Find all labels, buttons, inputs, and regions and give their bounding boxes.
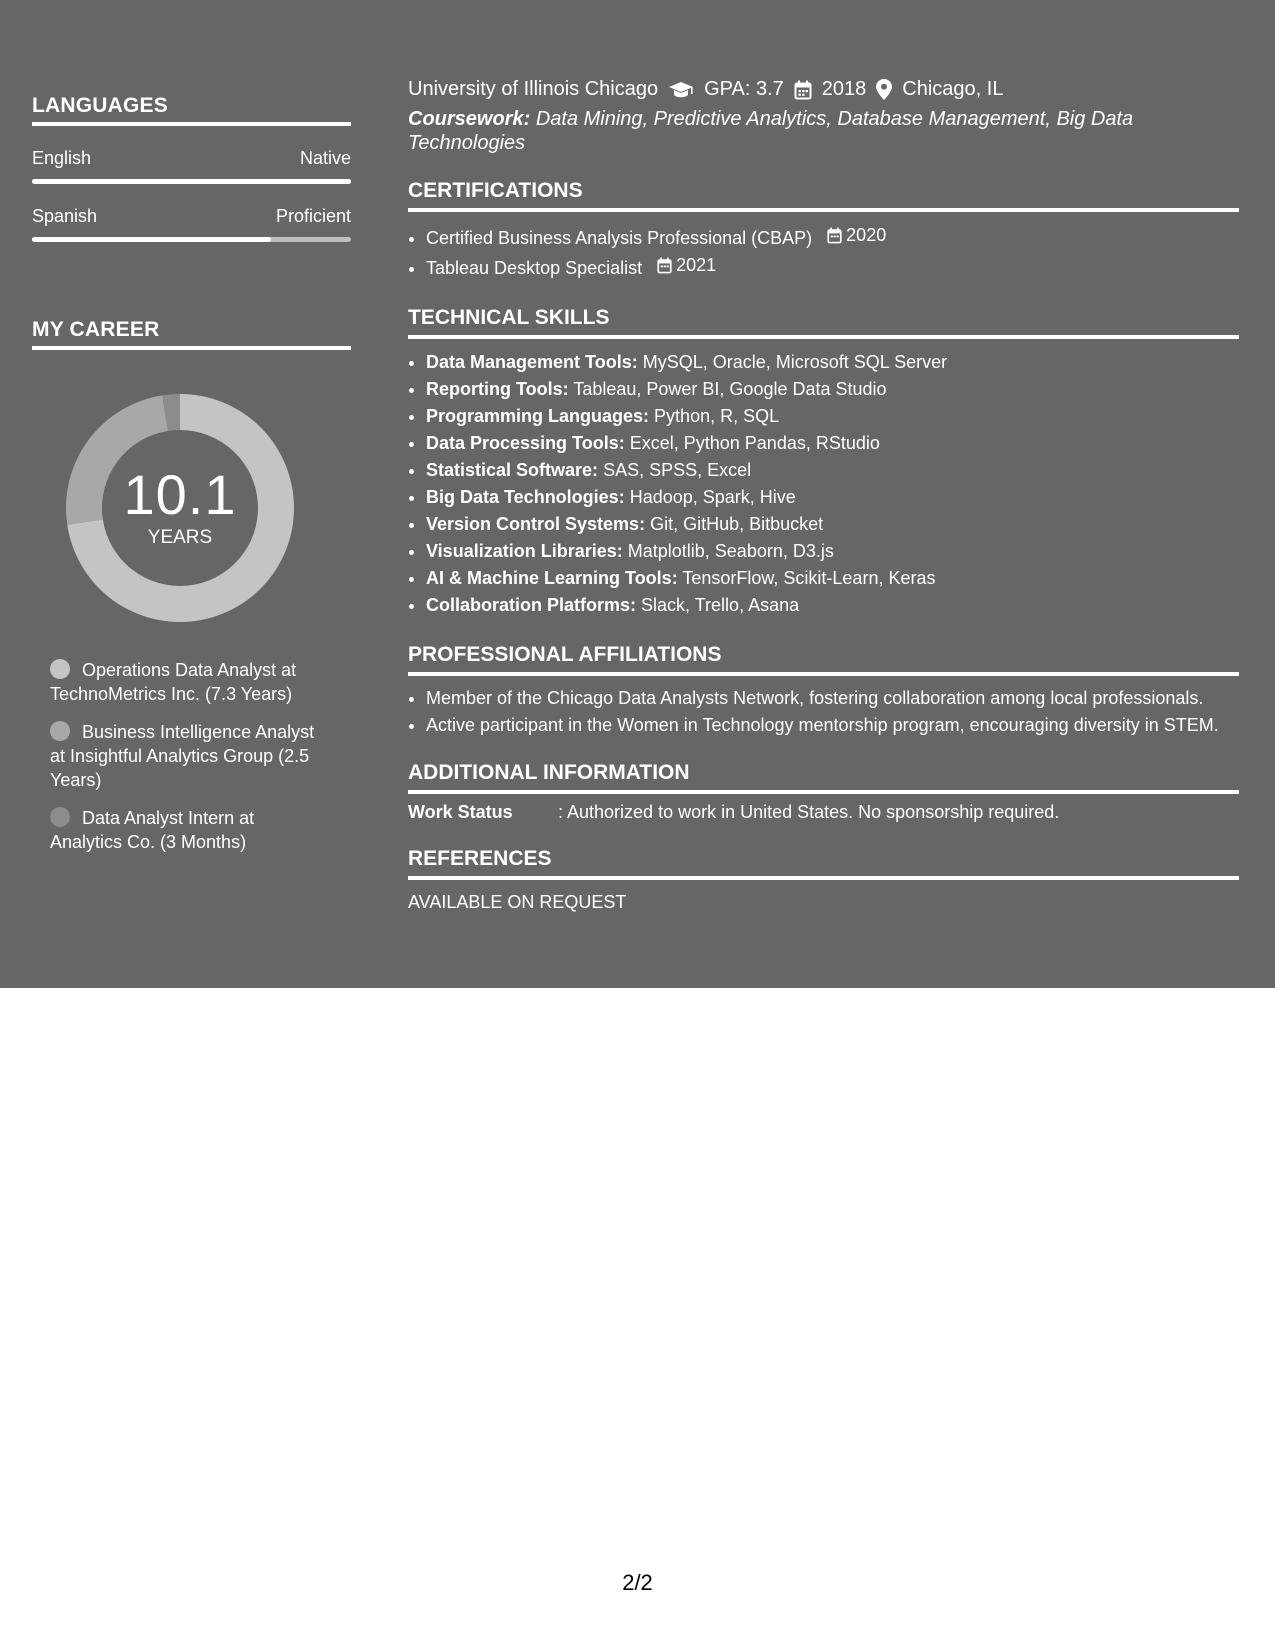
certification-name: Certified Business Analysis Professional (CBAP) — [426, 228, 813, 248]
skill-label: Data Processing Tools: — [426, 433, 625, 453]
language-item — [32, 206, 351, 242]
skill-label: Programming Languages: — [426, 406, 650, 426]
coursework-text: Data Mining, Predictive Analytics, Database Management, Big Data Technologies — [408, 108, 1134, 154]
certification-item — [426, 252, 1239, 282]
calendar-icon — [794, 80, 812, 100]
skill-value: Python, R, SQL — [654, 406, 780, 426]
skill-value: TensorFlow, Scikit-Learn, Keras — [682, 568, 936, 588]
education-year: 2018 — [821, 78, 867, 100]
page-number: 2/2 — [622, 1570, 653, 1595]
language-level: Native — [299, 148, 351, 168]
skill-label: Collaboration Platforms: — [426, 595, 637, 615]
language-proficiency-fill — [32, 237, 271, 242]
skill-label: Data Management Tools: — [426, 352, 638, 372]
references-text: AVAILABLE ON REQUEST — [408, 892, 627, 912]
skill-item — [426, 403, 1239, 430]
skill-value: MySQL, Oracle, Microsoft SQL Server — [642, 352, 948, 372]
calendar-icon — [657, 257, 672, 274]
career-total-years: 10.1 — [123, 463, 237, 526]
skill-item — [426, 430, 1239, 457]
certification-year: 2020 — [846, 225, 887, 245]
skill-item — [426, 457, 1239, 484]
calendar-icon — [827, 227, 842, 244]
affiliations-title: PROFESSIONAL AFFILIATIONS — [408, 643, 1239, 676]
skill-label: AI & Machine Learning Tools: — [426, 568, 678, 588]
career-legend — [50, 658, 320, 854]
skill-item — [426, 484, 1239, 511]
legend-dot-icon — [50, 807, 70, 827]
languages-title: LANGUAGES — [32, 94, 351, 126]
skill-item — [426, 376, 1239, 403]
skills-title: TECHNICAL SKILLS — [408, 306, 1239, 339]
coursework-label: Coursework: — [408, 108, 531, 130]
career-legend-item — [50, 720, 320, 792]
career-title: MY CAREER — [32, 318, 351, 350]
language-proficiency-bar — [32, 179, 351, 184]
left-column — [32, 94, 351, 868]
career-total-unit: YEARS — [147, 527, 213, 548]
skill-value: Hadoop, Spark, Hive — [629, 487, 796, 507]
right-column — [408, 78, 1239, 913]
skill-item — [426, 565, 1239, 592]
career-legend-item — [50, 658, 320, 706]
skill-value: Git, GitHub, Bitbucket — [650, 514, 824, 534]
skill-label: Statistical Software: — [426, 460, 599, 480]
language-item — [32, 148, 351, 184]
affiliations-list — [408, 686, 1239, 737]
skill-value: Matplotlib, Seaborn, D3.js — [627, 541, 834, 561]
legend-dot-icon — [50, 659, 70, 679]
graduation-cap-icon — [668, 80, 694, 100]
language-proficiency-fill — [32, 179, 351, 184]
legend-dot-icon — [50, 721, 70, 741]
certifications-title: CERTIFICATIONS — [408, 179, 1239, 212]
career-legend-item — [50, 806, 320, 854]
education-gpa: GPA: 3.7 — [704, 78, 784, 100]
education-school: University of Illinois Chicago — [408, 78, 659, 100]
certification-name: Tableau Desktop Specialist — [426, 258, 643, 278]
skill-label: Visualization Libraries: — [426, 541, 623, 561]
skill-value: Tableau, Power BI, Google Data Studio — [573, 379, 887, 399]
skill-value: Excel, Python Pandas, RStudio — [629, 433, 880, 453]
skill-item — [426, 592, 1239, 619]
skills-list — [408, 349, 1239, 619]
career-legend-label: Data Analyst Intern at Analytics Co. (3 Months) — [50, 808, 255, 852]
language-name: English — [32, 148, 92, 168]
skill-value: SAS, SPSS, Excel — [603, 460, 752, 480]
work-status-row — [408, 802, 1239, 823]
skill-value: Slack, Trello, Asana — [641, 595, 800, 615]
certification-item — [426, 222, 1239, 252]
skill-item — [426, 538, 1239, 565]
affiliation-item: • Member of the Chicago Data Analysts Network, fostering collaboration among local professionals. — [426, 686, 1239, 710]
language-proficiency-bar — [32, 237, 351, 242]
certifications-list — [408, 222, 1239, 282]
skill-item — [426, 349, 1239, 376]
references-title: REFERENCES — [408, 847, 1239, 880]
career-legend-label: Business Intelligence Analyst at Insightful Analytics Group (2.5 Years) — [50, 722, 315, 790]
skill-label: Reporting Tools: — [426, 379, 569, 399]
language-name: Spanish — [32, 206, 98, 226]
certification-year: 2021 — [676, 255, 717, 275]
coursework — [408, 107, 1239, 155]
skill-item — [426, 511, 1239, 538]
location-pin-icon — [876, 79, 892, 100]
career-donut-chart — [66, 394, 294, 622]
education-line — [408, 78, 1239, 101]
work-status-label: Work Status — [408, 802, 513, 822]
additional-info-title: ADDITIONAL INFORMATION — [408, 761, 1239, 794]
career-legend-label: Operations Data Analyst at TechnoMetrics Inc. (7.3 Years) — [50, 660, 297, 704]
affiliation-item: • Active participant in the Women in Technology mentorship program, encouraging diversity in STEM. — [426, 713, 1239, 737]
work-status-value: : Authorized to work in United States. No sponsorship required. — [558, 802, 1060, 822]
skill-label: Version Control Systems: — [426, 514, 646, 534]
skill-label: Big Data Technologies: — [426, 487, 625, 507]
education-location: Chicago, IL — [902, 78, 1004, 100]
language-level: Proficient — [275, 206, 351, 226]
